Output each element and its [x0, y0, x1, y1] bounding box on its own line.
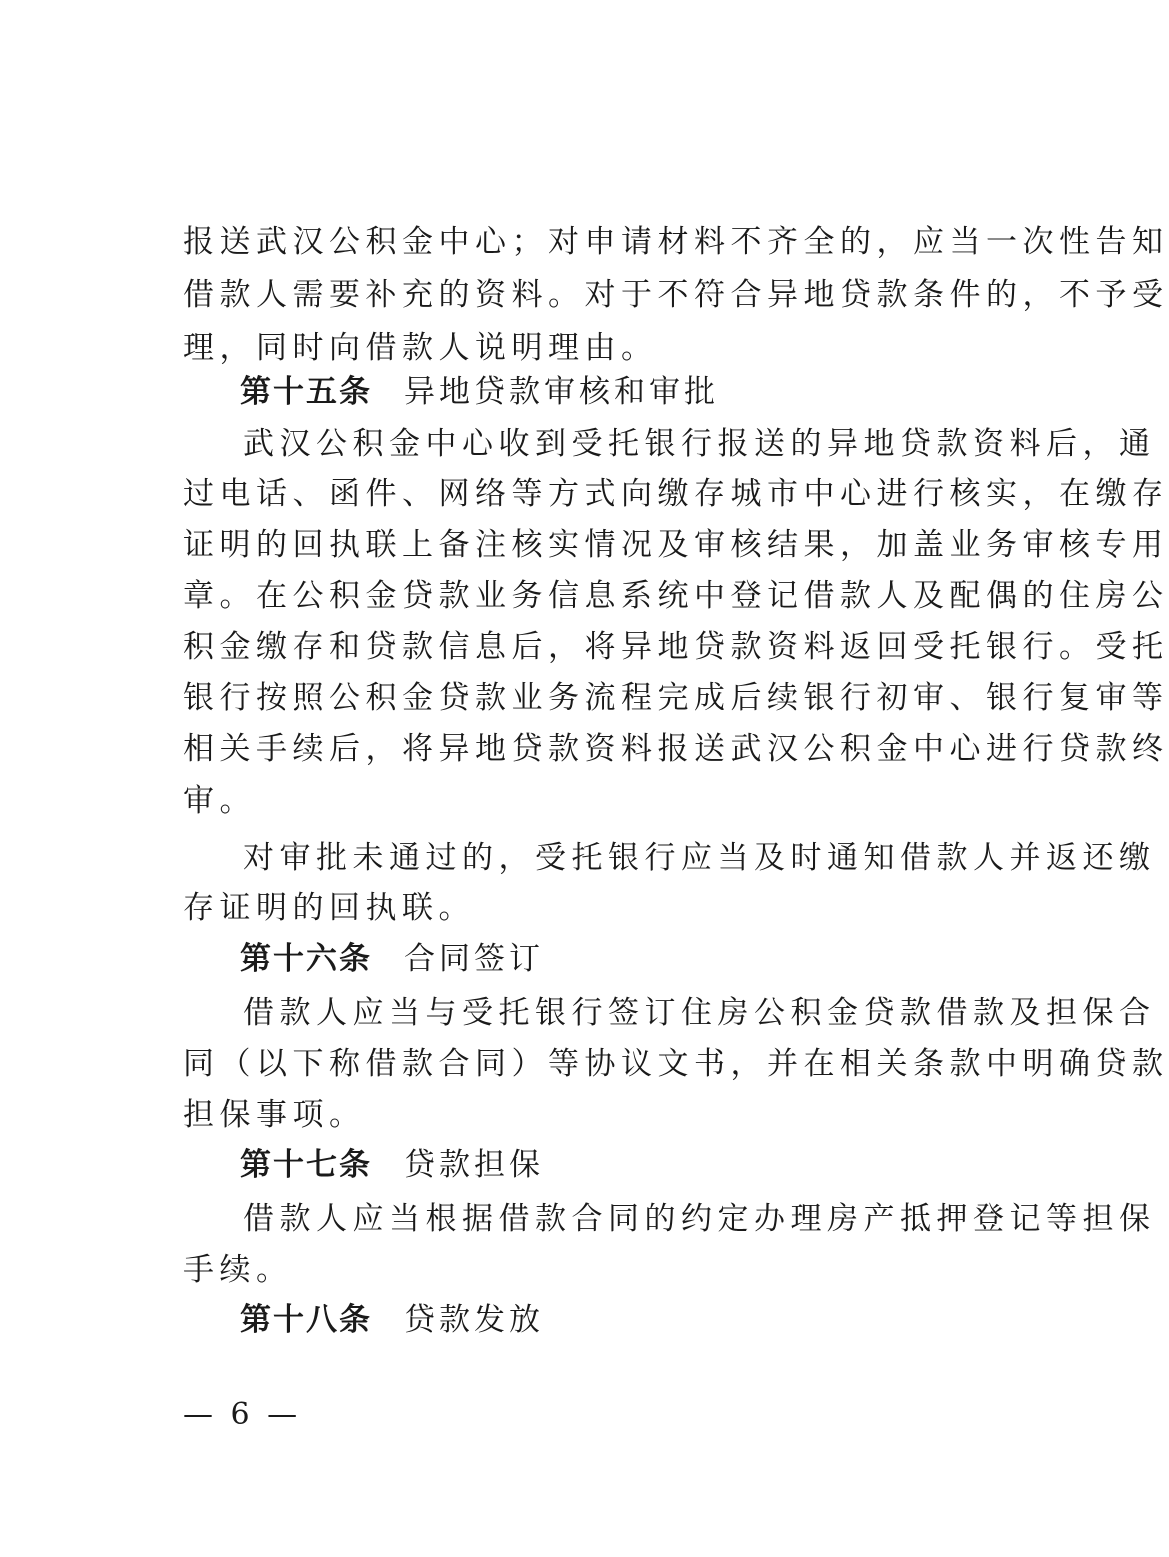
text-line: 证明的回执联上备注核实情况及审核结果，加盖业务审核专用	[183, 527, 1169, 563]
text-line: 存证明的回执联。	[183, 890, 475, 926]
article-17-heading	[240, 1142, 544, 1188]
text-line: 借款人应当与受托银行签订住房公积金贷款借款及担保合	[243, 995, 1156, 1031]
article-title: 合同签订	[404, 941, 544, 977]
text-line: 理，同时向借款人说明理由。	[183, 330, 658, 366]
article-title: 贷款发放	[404, 1302, 544, 1338]
article-15-heading	[240, 369, 719, 415]
article-number: 第十五条	[240, 374, 372, 410]
article-title: 贷款担保	[404, 1147, 544, 1183]
text-line: 借款人应当根据借款合同的约定办理房产抵押登记等担保	[243, 1201, 1156, 1237]
text-line: 借款人需要补充的资料。对于不符合异地贷款条件的，不予受	[183, 277, 1169, 313]
article-title: 异地贷款审核和审批	[404, 374, 719, 410]
article-number: 第十七条	[240, 1147, 372, 1183]
article-number: 第十六条	[240, 941, 372, 977]
article-number: 第十八条	[240, 1302, 372, 1338]
text-line: 积金缴存和贷款信息后，将异地贷款资料返回受托银行。受托	[183, 629, 1169, 665]
text-line: 担保事项。	[183, 1097, 366, 1133]
text-line: 审。	[183, 783, 256, 819]
text-line: 同（以下称借款合同）等协议文书，并在相关条款中明确贷款	[183, 1046, 1169, 1082]
text-line: 对审批未通过的，受托银行应当及时通知借款人并返还缴	[243, 840, 1156, 876]
article-18-heading	[240, 1297, 544, 1343]
text-line: 过电话、函件、网络等方式向缴存城市中心进行核实，在缴存	[183, 476, 1169, 512]
text-line: 相关手续后，将异地贷款资料报送武汉公积金中心进行贷款终	[183, 731, 1169, 767]
text-line: 章。在公积金贷款业务信息系统中登记借款人及配偶的住房公	[183, 578, 1169, 614]
article-16-heading	[240, 936, 544, 982]
text-line: 银行按照公积金贷款业务流程完成后续银行初审、银行复审等	[183, 680, 1169, 716]
text-line: 武汉公积金中心收到受托银行报送的异地贷款资料后，通	[243, 426, 1156, 462]
page-number: — 6 —	[183, 1397, 302, 1432]
text-line: 手续。	[183, 1252, 293, 1288]
text-line: 报送武汉公积金中心；对申请材料不齐全的，应当一次性告知	[183, 224, 1169, 260]
